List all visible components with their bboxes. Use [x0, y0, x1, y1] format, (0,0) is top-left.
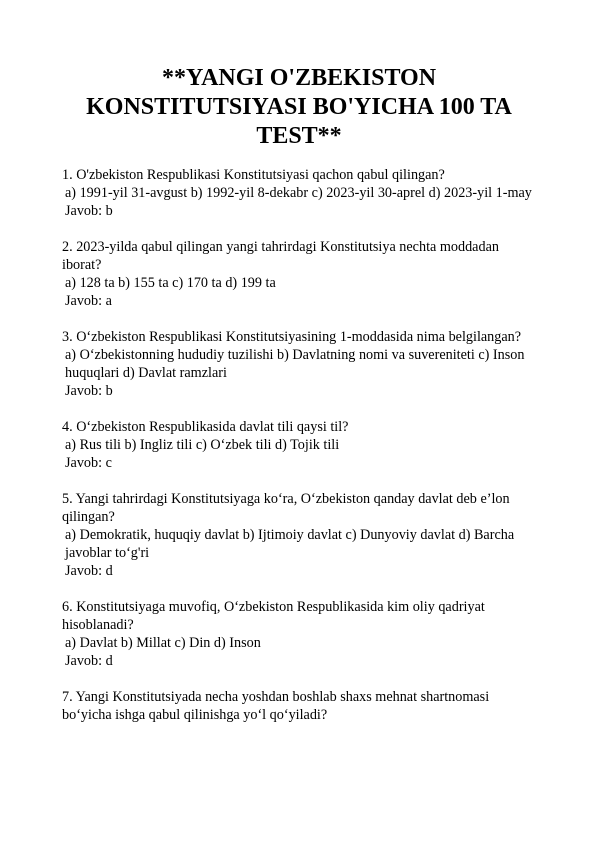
question-text: 3. O‘zbekiston Respublikasi Konstitutsiyasining 1-moddasida nima belgilangan?: [62, 329, 522, 345]
question-options: a) Demokratik, huquqiy davlat b) Ijtimoiy davlat c) Dunyoviy davlat d) Barcha javoblar to‘g'ri: [65, 527, 515, 561]
question-item: [62, 418, 536, 472]
question-answer: Javob: d: [65, 653, 113, 669]
question-options: a) O‘zbekistonning hududiy tuzilishi b) Davlatning nomi va suvereniteti c) Inson huquqlari d) Davlat ramzlari: [65, 347, 525, 381]
question-text: 1. O'zbekiston Respublikasi Konstitutsiyasi qachon qabul qilingan?: [62, 167, 445, 183]
question-answer: Javob: b: [65, 203, 113, 219]
question-options: a) Rus tili b) Ingliz tili c) O‘zbek tili d) Tojik tili: [65, 437, 340, 453]
question-options: a) 128 ta b) 155 ta c) 170 ta d) 199 ta: [65, 275, 276, 291]
question-text: 6. Konstitutsiyaga muvofiq, O‘zbekiston Respublikasida kim oliy qadriyat hisoblanadi?: [62, 599, 485, 633]
document-page: [62, 64, 536, 742]
question-options: a) 1991-yil 31-avgust b) 1992-yil 8-dekabr c) 2023-yil 30-aprel d) 2023-yil 1-may: [65, 185, 532, 201]
question-text: 5. Yangi tahrirdagi Konstitutsiyaga ko‘ra, O‘zbekiston qanday davlat deb e’lon qilingan?: [62, 491, 510, 525]
question-answer: Javob: b: [65, 383, 113, 399]
question-item: [62, 490, 536, 580]
question-item: [62, 598, 536, 670]
question-item: [62, 238, 536, 310]
document-title: **YANGI O'ZBEKISTON KONSTITUTSIYASI BO'YICHA 100 TA TEST**: [86, 65, 512, 149]
question-options: a) Davlat b) Millat c) Din d) Inson: [65, 635, 261, 651]
question-text: 4. O‘zbekiston Respublikasida davlat tili qaysi til?: [62, 419, 349, 435]
question-item: [62, 166, 536, 220]
question-text: 7. Yangi Konstitutsiyada necha yoshdan boshlab shaxs mehnat shartnomasi bo‘yicha ishga qabul qilinishga yo‘l qo‘yiladi?: [62, 689, 490, 723]
question-text: 2. 2023-yilda qabul qilingan yangi tahrirdagi Konstitutsiya nechta moddadan iborat?: [62, 239, 499, 273]
question-answer: Javob: a: [65, 293, 112, 309]
question-item: [62, 328, 536, 400]
question-answer: Javob: d: [65, 563, 113, 579]
question-item: [62, 688, 536, 724]
question-answer: Javob: c: [65, 455, 112, 471]
question-list: [62, 166, 536, 724]
